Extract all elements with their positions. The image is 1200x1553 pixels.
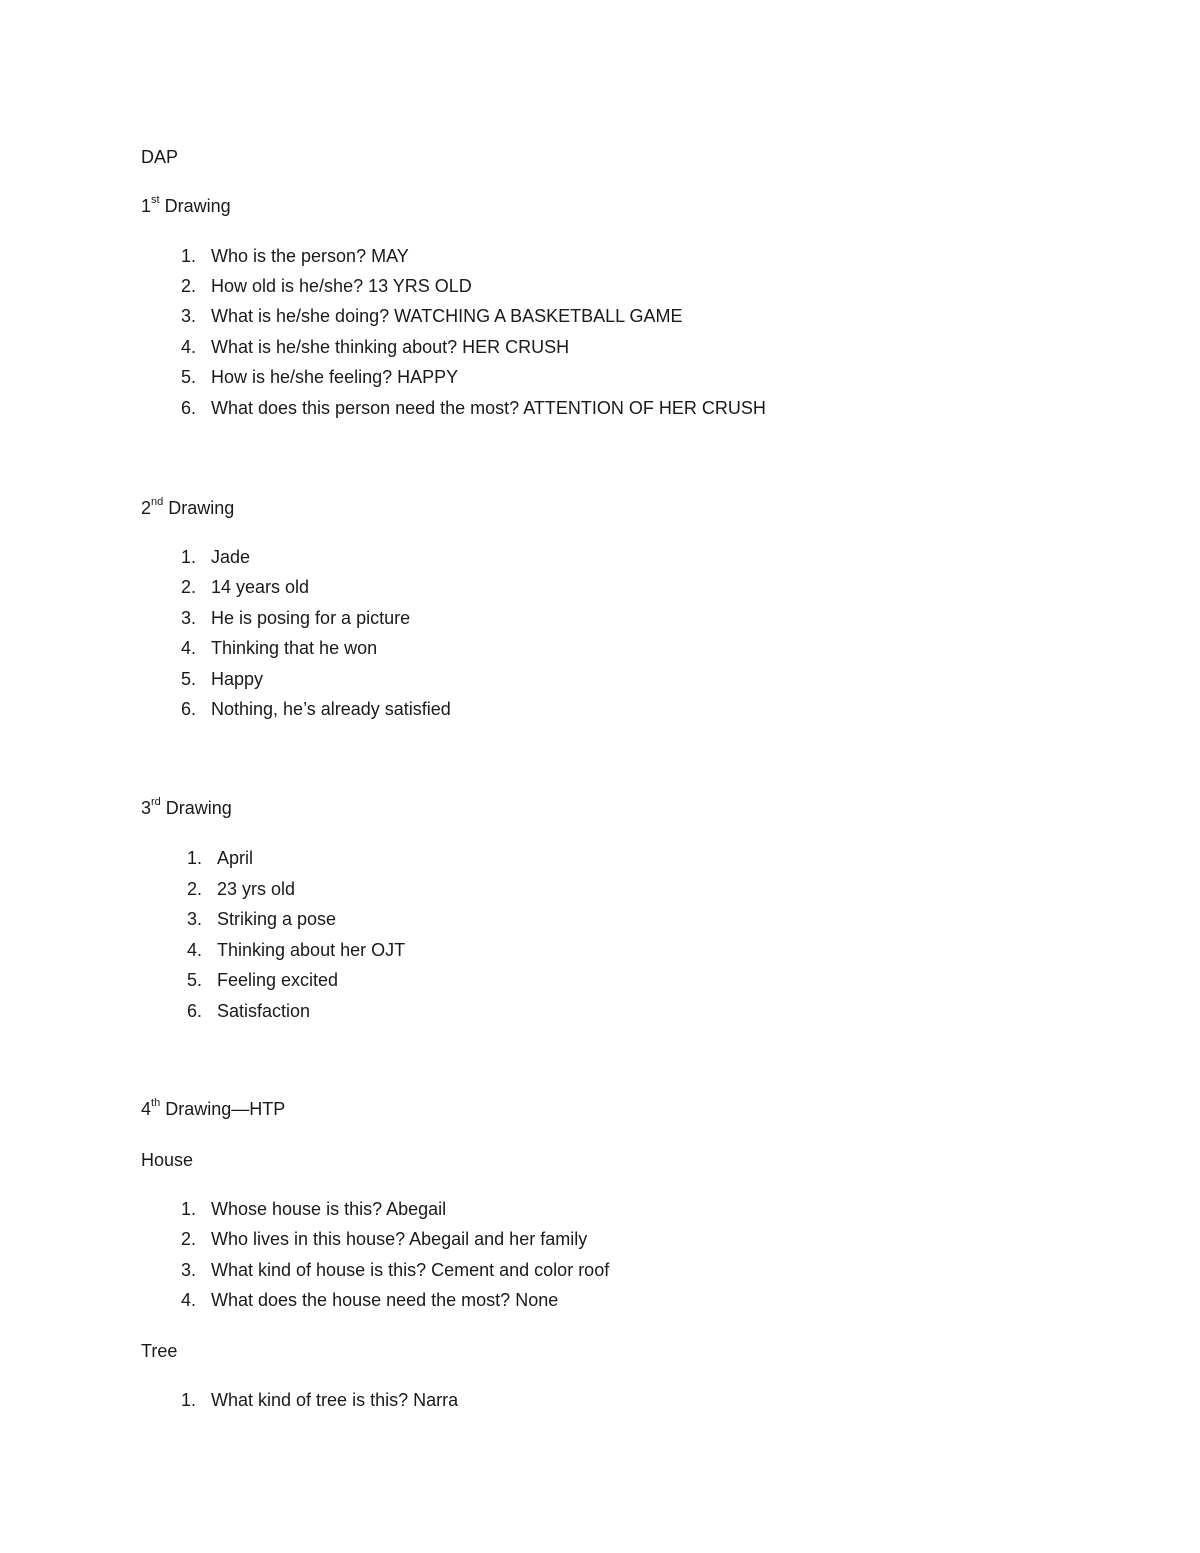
- drawing-1-label: Drawing: [159, 196, 231, 216]
- list-text: What kind of tree is this? Narra: [211, 1390, 459, 1410]
- list-text: April: [217, 848, 254, 868]
- list-text: Who is the person? MAY: [211, 246, 409, 266]
- list-text: Whose house is this? Abegail: [211, 1199, 447, 1219]
- list-number: 4.: [180, 337, 196, 357]
- list-text: What is he/she doing? WATCHING A BASKETBALL GAME: [211, 306, 683, 326]
- list-text: What is he/she thinking about? HER CRUSH: [211, 337, 570, 357]
- drawing-3-label: Drawing: [160, 798, 232, 818]
- tree-heading: Tree: [141, 1341, 178, 1361]
- list-number: 3.: [186, 909, 202, 929]
- drawing-2-label: Drawing: [163, 498, 235, 518]
- list-number: 4.: [186, 940, 202, 960]
- list-number: 2.: [186, 879, 202, 899]
- list-text: Feeling excited: [217, 970, 339, 990]
- drawing-1-heading: [141, 195, 231, 217]
- list-number: 5.: [180, 367, 196, 387]
- list-number: 6.: [180, 398, 196, 418]
- list-text: Happy: [211, 669, 264, 689]
- list-number: 6.: [180, 699, 196, 719]
- drawing-4-heading: [141, 1098, 285, 1120]
- list-number: 4.: [180, 1290, 196, 1310]
- list-text: 23 yrs old: [217, 879, 296, 899]
- drawing-4-ordinal: th: [151, 1097, 161, 1109]
- document-title: DAP: [141, 147, 179, 167]
- drawing-4-number: 4: [141, 1099, 152, 1119]
- list-number: 1.: [180, 1390, 196, 1410]
- list-number: 2.: [180, 276, 196, 296]
- list-number: 3.: [180, 306, 196, 326]
- drawing-2-heading: [141, 497, 234, 519]
- list-number: 2.: [180, 577, 196, 597]
- list-number: 6.: [186, 1001, 202, 1021]
- drawing-1-ordinal: st: [151, 194, 160, 206]
- list-number: 2.: [180, 1229, 196, 1249]
- list-number: 4.: [180, 638, 196, 658]
- drawing-4-label: Drawing—HTP: [160, 1099, 286, 1119]
- list-number: 1.: [180, 1199, 196, 1219]
- drawing-3-number: 3: [141, 798, 152, 818]
- list-text: Thinking about her OJT: [217, 940, 406, 960]
- list-text: 14 years old: [211, 577, 310, 597]
- list-text: Striking a pose: [217, 909, 337, 929]
- list-text: What does this person need the most? ATTENTION OF HER CRUSH: [211, 398, 766, 418]
- drawing-1-number: 1: [141, 196, 152, 216]
- list-number: 1.: [180, 246, 196, 266]
- list-number: 1.: [186, 848, 202, 868]
- list-number: 3.: [180, 1260, 196, 1280]
- list-text: How old is he/she? 13 YRS OLD: [211, 276, 472, 296]
- drawing-3-ordinal: rd: [151, 796, 161, 808]
- list-text: Who lives in this house? Abegail and her family: [211, 1229, 588, 1249]
- list-number: 3.: [180, 608, 196, 628]
- list-text: Nothing, he’s already satisfied: [211, 699, 451, 719]
- list-text: Thinking that he won: [211, 638, 378, 658]
- drawing-3-heading: [141, 797, 232, 819]
- list-text: Jade: [211, 547, 251, 567]
- list-text: Satisfaction: [217, 1001, 311, 1021]
- list-number: 5.: [180, 669, 196, 689]
- drawing-2-ordinal: nd: [151, 496, 164, 508]
- list-text: He is posing for a picture: [211, 608, 411, 628]
- list-number: 5.: [186, 970, 202, 990]
- list-text: What kind of house is this? Cement and color roof: [211, 1260, 610, 1280]
- list-text: How is he/she feeling? HAPPY: [211, 367, 459, 387]
- drawing-2-number: 2: [141, 498, 152, 518]
- house-heading: House: [141, 1150, 194, 1170]
- list-number: 1.: [180, 547, 196, 567]
- list-text: What does the house need the most? None: [211, 1290, 559, 1310]
